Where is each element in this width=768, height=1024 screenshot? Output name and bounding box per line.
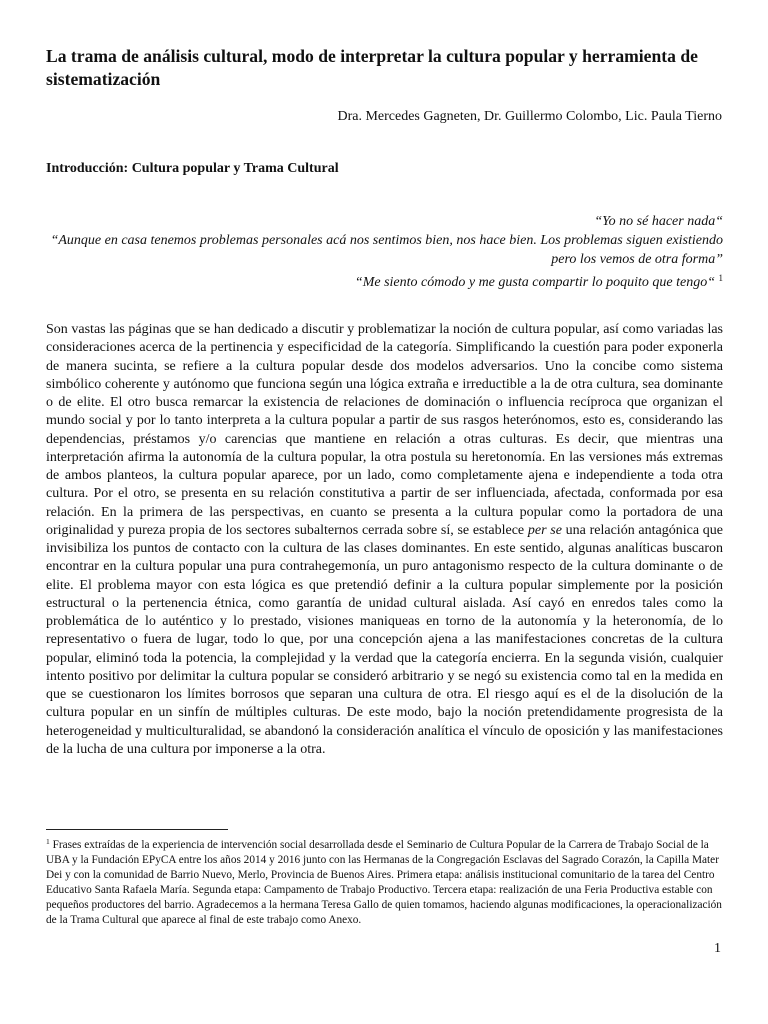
epigraph-quote-1: “Yo no sé hacer nada“ [594,214,723,229]
section-heading: Introducción: Cultura popular y Trama Cultural [46,161,339,176]
body-text-part-1: Son vastas las páginas que se han dedicado a discutir y problematizar la noción de cultura popular, así como variadas las consideraciones acerca de la pertinencia y especificidad de la categoría. Simplificando la cuestión para poder exponerla de manera sucinta, se refiere a la cultura popular desde dos modelos adversarios. Uno la concibe como sistema simbólico coherente y autónomo que funciona según una lógica extraña e irreductible a la de otra cultura, sea dominante o de elite. El otro busca remarcar la existencia de relaciones de dominación o influencia recíproca que organizan el mundo social y por lo tanto interpreta a la cultura popular a partir de sus rasgos heterónomos, esto es, considerando las dependencias, préstamos y/o carencias que mantiene en relación a otras culturas. Es decir, que mientras una interpretación afirma la autonomía de la cultura popular, la otra postula su heretonomía. En las versiones más extremas de ambos planteos, la cultura popular aparece, por un lado, como completamente ajena e independiente a toda otra cultura. Por el otro, se presenta en su relación constitutiva a partir de ser influenciada, afectada, conformada por esa relación. En la primera de las perspectivas, en cuanto se presenta a la cultura popular como la portadora de una originalidad y pureza propia de los sectores subalternos cerrada sobre sí, se establece [46,322,723,538]
footnote-reference[interactable]: 1 [718,273,723,284]
authors-line: Dra. Mercedes Gagneten, Dr. Guillermo Colombo, Lic. Paula Tierno [337,109,722,124]
document-title: La trama de análisis cultural, modo de interpretar la cultura popular y herramienta de sistematización [46,46,698,89]
body-emphasis: per se [527,522,562,538]
footnote-divider [46,829,228,830]
page-number: 1 [714,941,721,956]
body-text-part-2: una relación antagónica que invisibiliza los puntos de contacto con la cultura de las clases dominantes. En este sentido, algunas analíticas buscaron encontrar en la cultura popular una pura contrahegemonía, un puro antagonismo respecto de la cultura dominante o de elite. El problema mayor con esta lógica es que pretendió definir a la cultura popular simplemente por la posición estructural o la pertenencia étnica, como garantía de unidad cultural aislada. Así cayó en enredos tales como la problemática de lo auténtico y lo prestado, visiones maniqueas en torno de la autonomía y la heteronomía, de lo representativo o fuera de lugar, todo lo que, por una concepción ajena a las manifestaciones concretas de la cultura popular, eliminó toda la potencia, la complejidad y la verdad que la categoría encierra. En la segunda visión, cualquier intento positivo por delimitar la cultura popular se consideró arbitrario y se negó su existencia como tal en la medida en que se cuestionaron los límites borrosos que separan una cultura de otra. El riesgo aquí es el de la disolución de la cultura popular en un sinfín de múltiples culturas. De este modo, bajo la noción pretendidamente progresista de la heterogeneidad y multiculturalidad, se abandonó la consideración analítica el vínculo de oposición y las manifestaciones de la lucha de una cultura por imponerse a la otra. [46,522,723,757]
body-paragraph [46,321,723,759]
epigraph-quote-2: “Aunque en casa tenemos problemas personales acá nos sentimos bien, nos hace bien. Los problemas siguen existiendo pero los vemos de otra forma” [50,232,723,267]
epigraph-quote-3-text: “Me siento cómodo y me gusta compartir lo poquito que tengo“ [354,275,715,291]
footnote [46,834,724,929]
epigraph [33,213,723,293]
epigraph-quote-3 [33,269,723,293]
footnote-marker: 1 [46,837,50,846]
footnote-text: Frases extraídas de la experiencia de intervención social desarrollada desde el Seminario de Cultura Popular de la Carrera de Trabajo Social de la UBA y la Fundación EPyCA entre los años 2014 y 2016 junto con las Hermanas de la Congregación Esclavas del Sagrado Corazón, la Capilla Mater Dei y con la comunidad de Barrio Nuevo, Merlo, Provincia de Buenos Aires. Primera etapa: análisis institucional comunitario de la tarea del Centro Educativo Santa Rafaela María. Segunda etapa: Campamento de Trabajo Productivo. Tercera etapa: realización de una Feria Productiva estable con pequeños productores del barrio. Agradecemos a la hermana Teresa Gallo de quien tomamos, haciendo algunas modificaciones, la operacionalización de la Trama Cultural que aparece al final de este trabajo como Anexo. [46,839,722,927]
